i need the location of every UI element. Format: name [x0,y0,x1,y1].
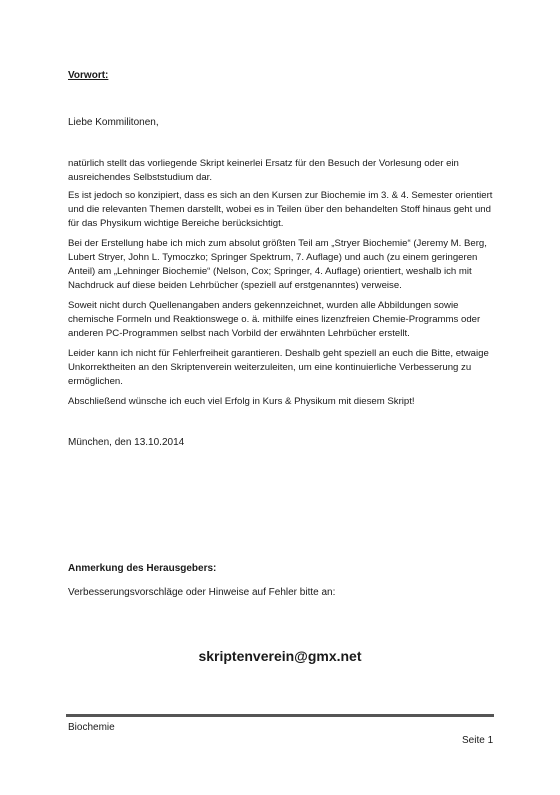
contact-email: skriptenverein@gmx.net [198,648,362,664]
paragraph-4: Soweit nicht durch Quellenangaben anders gekennzeichnet, wurden alle Abbildungen sowie chemische Formeln und Reaktionswege o. ä. mithilfe eines lizenzfreien Chemie-Programms oder anderen PC-Programmen selbst nach Vorbild der erwähnten Lehrbücher erstellt. [68,300,481,339]
paragraph-6: Abschließend wünsche ich euch viel Erfolg in Kurs & Physikum mit diesem Skript! [68,396,415,407]
editor-note-text: Verbesserungsvorschläge oder Hinweise auf Fehler bitte an: [68,587,336,598]
paragraph-1: natürlich stellt das vorliegende Skript keinerlei Ersatz für den Besuch der Vorlesung oder ein ausreichendes Selbststudium dar. [68,158,459,183]
paragraph-3: Bei der Erstellung habe ich mich zum absolut größten Teil am „Stryer Biochemie“ (Jeremy M. Berg, Lubert Stryer, John L. Tymoczko; Springer Spektrum, 7. Auflage) und auch (zu einem geringeren Anteil) am „Lehninger Biochemie“ (Nelson, Cox; Springer, 4. Auflage) orientiert, weshalb ich mit Nachdruck auf diese beiden Lehrbücher (speziell auf erstgenanntes) verweise. [68,238,487,291]
salutation: Liebe Kommilitonen, [68,117,159,128]
preface-heading: Vorwort: [68,70,109,81]
footer-divider [66,714,494,717]
footer-title: Biochemie [68,722,115,733]
editor-note-title: Anmerkung des Herausgebers: [68,563,217,574]
paragraph-5: Leider kann ich nicht für Fehlerfreiheit garantieren. Deshalb geht speziell an euch die Bitte, etwaige Unkorrektheiten an den Skriptenverein weiterzuleiten, um eine kontinuierliche Verbesserung zu ermöglichen. [68,348,489,387]
paragraph-2: Es ist jedoch so konzipiert, dass es sich an den Kursen zur Biochemie im 3. & 4. Semester orientiert und die relevanten Themen darstellt, wobei es in Teilen über den behandelten Stoff hinaus geht und für das Physikum wichtige Bereiche berücksichtigt. [68,190,493,229]
page-number: Seite 1 [462,735,494,746]
date-line: München, den 13.10.2014 [68,437,185,448]
